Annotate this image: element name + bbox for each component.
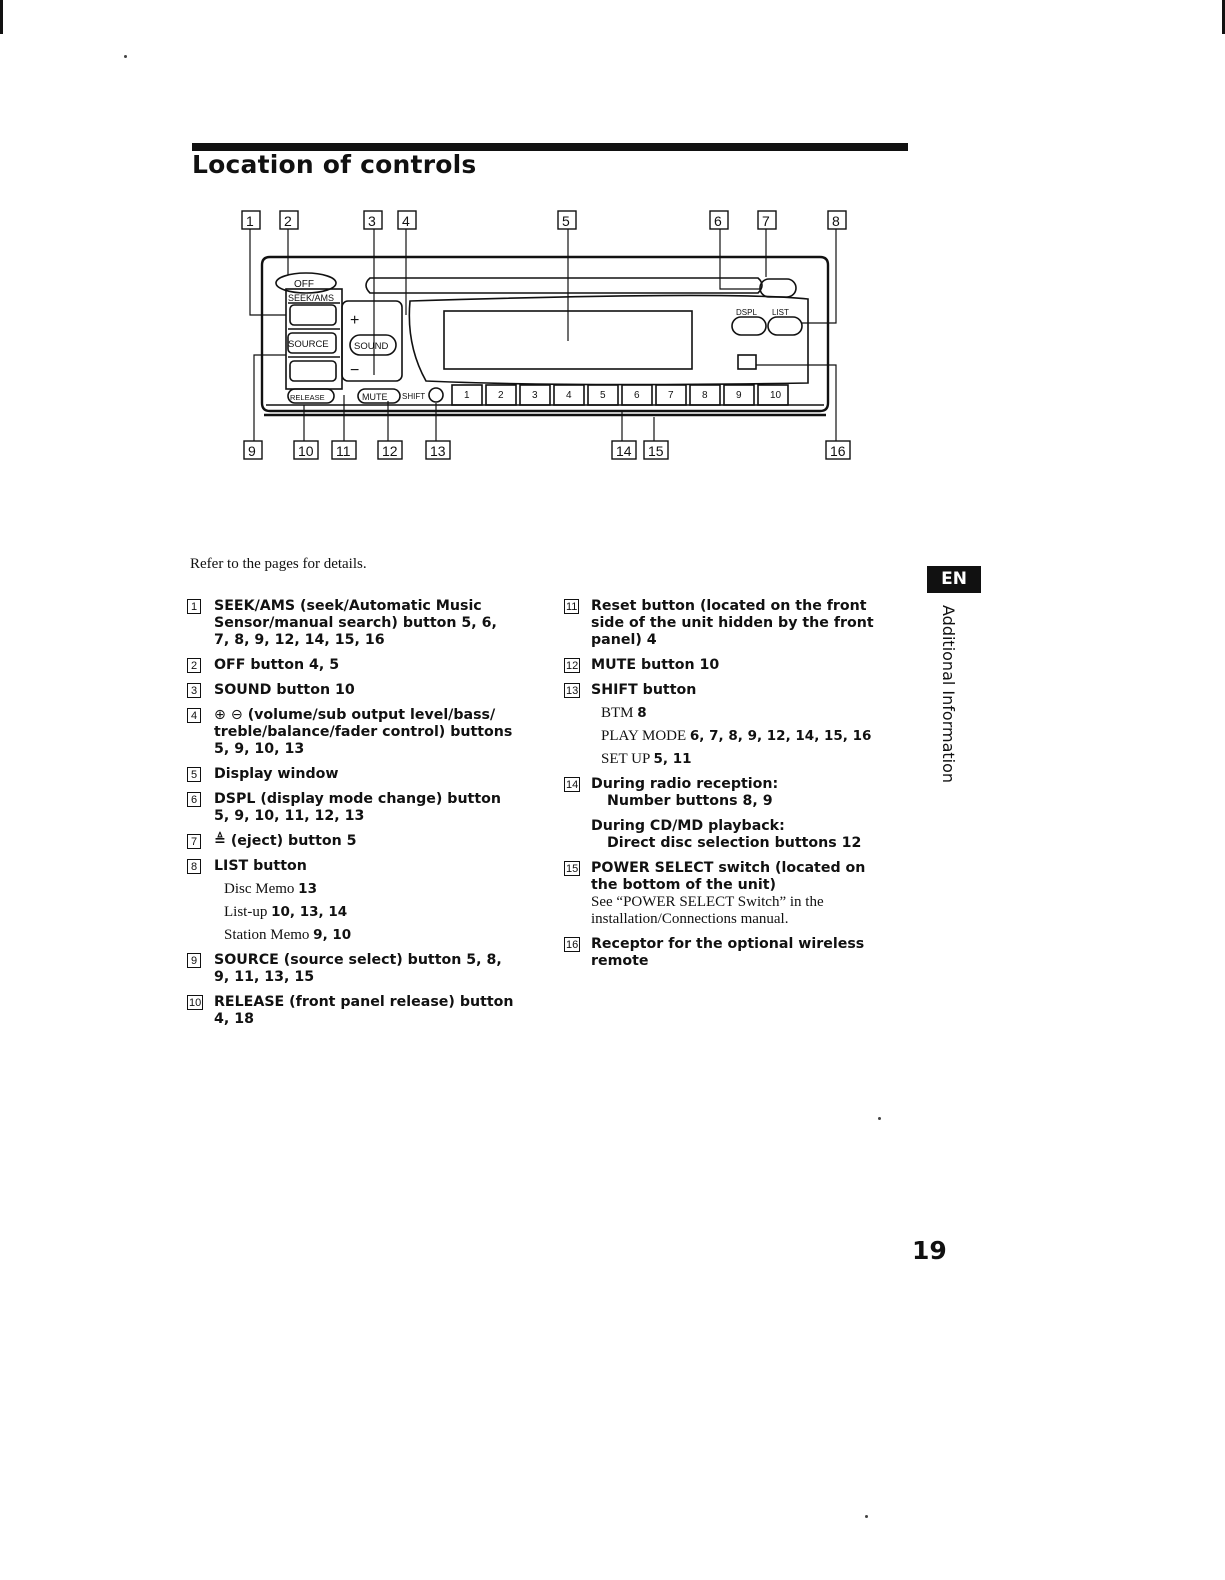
sub-entry bbox=[601, 750, 894, 768]
number-button-label: 9 bbox=[736, 390, 742, 401]
item-number: 10 bbox=[189, 997, 202, 1009]
number-button-label: 10 bbox=[770, 390, 782, 401]
item-number: 16 bbox=[566, 939, 579, 951]
item-text: RELEASE (front panel release) button 4, 18 bbox=[214, 994, 514, 1027]
sub-pages: 10, 13, 14 bbox=[271, 904, 348, 920]
front-panel-diagram bbox=[230, 205, 870, 475]
item-number: 7 bbox=[187, 834, 201, 849]
volume-minus-label: − bbox=[350, 362, 360, 379]
callout-label: 5 bbox=[562, 213, 570, 229]
sub-pages: 6, 7, 8, 9, 12, 14, 15, 16 bbox=[689, 728, 872, 744]
list-item bbox=[187, 657, 517, 674]
callout-label: 11 bbox=[336, 443, 351, 459]
list-item bbox=[564, 657, 894, 674]
item-text: SEEK/AMS (seek/Automatic Music Sensor/manual search) button 5, 6, 7, 8, 9, 12, 14, 15, 16 bbox=[214, 598, 497, 648]
number-button-label: 3 bbox=[532, 390, 538, 401]
section-side-text: Additional Information bbox=[939, 605, 958, 784]
list-item bbox=[187, 833, 517, 850]
page-title: Location of controls bbox=[192, 150, 477, 179]
scan-edge-left bbox=[0, 0, 3, 34]
item-text: Number buttons 8, 9 bbox=[607, 793, 773, 809]
sub-pages: 8 bbox=[637, 705, 647, 721]
number-button-label: 6 bbox=[634, 390, 640, 401]
item-number: 4 bbox=[187, 708, 201, 723]
callout-label: 15 bbox=[648, 443, 664, 459]
item-number: 3 bbox=[187, 683, 201, 698]
item-text: (volume/sub output level/bass/ treble/balance/fader control) buttons 5, 9, 10, 13 bbox=[214, 707, 513, 757]
item-text: Reset button (located on the front side of the unit hidden by the front panel) 4 bbox=[591, 598, 874, 648]
sub-pages: 13 bbox=[298, 881, 317, 897]
list-item bbox=[564, 776, 894, 852]
sub-entry bbox=[601, 727, 894, 745]
item-number: 2 bbox=[187, 658, 201, 673]
number-button-label: 7 bbox=[668, 390, 674, 401]
callout-label: 2 bbox=[284, 213, 292, 229]
sound-button-label: SOUND bbox=[354, 341, 389, 352]
item-heading: During CD/MD playback: bbox=[591, 818, 785, 834]
item-text: LIST button bbox=[214, 858, 307, 874]
item-text: Display window bbox=[214, 766, 339, 782]
refer-note: Refer to the pages for details. bbox=[190, 556, 367, 572]
callout-label: 8 bbox=[832, 213, 840, 229]
item-text: SOUND button 10 bbox=[214, 682, 355, 698]
item-number: 12 bbox=[566, 660, 579, 672]
sub-pages: 5, 11 bbox=[653, 751, 692, 767]
sub-entry bbox=[224, 926, 517, 944]
release-button-label: RELEASE bbox=[290, 393, 325, 402]
item-number: 9 bbox=[187, 953, 201, 968]
sub-entry bbox=[224, 903, 517, 921]
source-button-label: SOURCE bbox=[288, 339, 329, 350]
item-number: 13 bbox=[566, 685, 579, 697]
dspl-button-label: DSPL bbox=[736, 308, 757, 317]
list-item bbox=[187, 598, 517, 649]
off-button-label: OFF bbox=[294, 279, 314, 290]
callout-label: 10 bbox=[298, 443, 314, 459]
item-text: MUTE button 10 bbox=[591, 657, 720, 673]
callout-label: 1 bbox=[246, 213, 254, 229]
item-number: 11 bbox=[566, 601, 578, 613]
callout-label: 9 bbox=[248, 443, 256, 459]
item-number: 1 bbox=[187, 599, 201, 614]
sub-label: Disc Memo bbox=[224, 881, 295, 897]
callout-label: 4 bbox=[402, 213, 410, 229]
item-number: 14 bbox=[566, 779, 579, 791]
list-item bbox=[564, 860, 894, 928]
sub-entry bbox=[224, 880, 517, 898]
list-item bbox=[187, 994, 517, 1028]
list-button-label: LIST bbox=[772, 308, 789, 317]
item-text: SOURCE (source select) button 5, 8, 9, 11, 13, 15 bbox=[214, 952, 502, 985]
sub-label: BTM bbox=[601, 705, 634, 721]
sub-label: Station Memo bbox=[224, 927, 310, 943]
list-item bbox=[187, 707, 517, 758]
item-text: OFF button 4, 5 bbox=[214, 657, 340, 673]
item-number: 5 bbox=[187, 767, 201, 782]
scan-speck bbox=[124, 55, 127, 58]
item-text: Direct disc selection buttons 12 bbox=[607, 835, 862, 851]
item-number: 15 bbox=[566, 863, 579, 875]
item-number: 6 bbox=[187, 792, 201, 807]
callout-label: 13 bbox=[430, 443, 446, 459]
minus-circle-icon: ⊖ bbox=[230, 707, 243, 723]
scan-speck bbox=[878, 1117, 881, 1120]
seek-ams-label: SEEK/AMS bbox=[288, 293, 335, 303]
number-button-label: 4 bbox=[566, 390, 572, 401]
controls-list-left bbox=[187, 598, 517, 1036]
callout-label: 3 bbox=[368, 213, 376, 229]
controls-list-right bbox=[564, 598, 894, 978]
plus-circle-icon: ⊕ bbox=[214, 707, 226, 723]
list-item bbox=[187, 791, 517, 825]
sub-label: List-up bbox=[224, 904, 268, 920]
sub-label: SET UP bbox=[601, 751, 650, 767]
language-tab: EN bbox=[927, 566, 981, 593]
number-button-label: 8 bbox=[702, 390, 708, 401]
list-item bbox=[564, 682, 894, 768]
list-item bbox=[187, 682, 517, 699]
scan-speck bbox=[865, 1515, 868, 1518]
item-text: ≜ (eject) button 5 bbox=[214, 833, 357, 849]
item-text: POWER SELECT switch (located on the bottom of the unit) bbox=[591, 860, 866, 893]
item-text: DSPL (display mode change) button 5, 9, 10, 11, 12, 13 bbox=[214, 791, 501, 824]
volume-plus-label: + bbox=[350, 312, 360, 329]
sub-entry bbox=[601, 704, 894, 722]
list-item bbox=[187, 952, 517, 986]
item-heading: During radio reception: bbox=[591, 776, 779, 792]
sub-pages: 9, 10 bbox=[313, 927, 352, 943]
page-number: 19 bbox=[912, 1236, 947, 1265]
item-number: 8 bbox=[187, 859, 201, 874]
sub-label: PLAY MODE bbox=[601, 728, 687, 744]
list-item bbox=[187, 766, 517, 783]
list-item bbox=[187, 858, 517, 944]
section-side-label bbox=[940, 605, 960, 785]
callout-label: 6 bbox=[714, 213, 722, 229]
list-item bbox=[564, 936, 894, 970]
number-button-label: 1 bbox=[464, 390, 470, 401]
list-item bbox=[564, 598, 894, 649]
item-note: See “POWER SELECT Switch” in the installation/Connections manual. bbox=[591, 894, 824, 927]
shift-button-label: SHIFT bbox=[402, 392, 426, 401]
number-button-label: 5 bbox=[600, 390, 606, 401]
callout-label: 12 bbox=[382, 443, 398, 459]
item-text: SHIFT button bbox=[591, 682, 697, 698]
callout-label: 16 bbox=[830, 443, 846, 459]
number-button-label: 2 bbox=[498, 390, 504, 401]
item-text: Receptor for the optional wireless remote bbox=[591, 936, 865, 969]
callout-label: 14 bbox=[616, 443, 632, 459]
callout-label: 7 bbox=[762, 213, 770, 229]
mute-button-label: MUTE bbox=[362, 392, 388, 402]
